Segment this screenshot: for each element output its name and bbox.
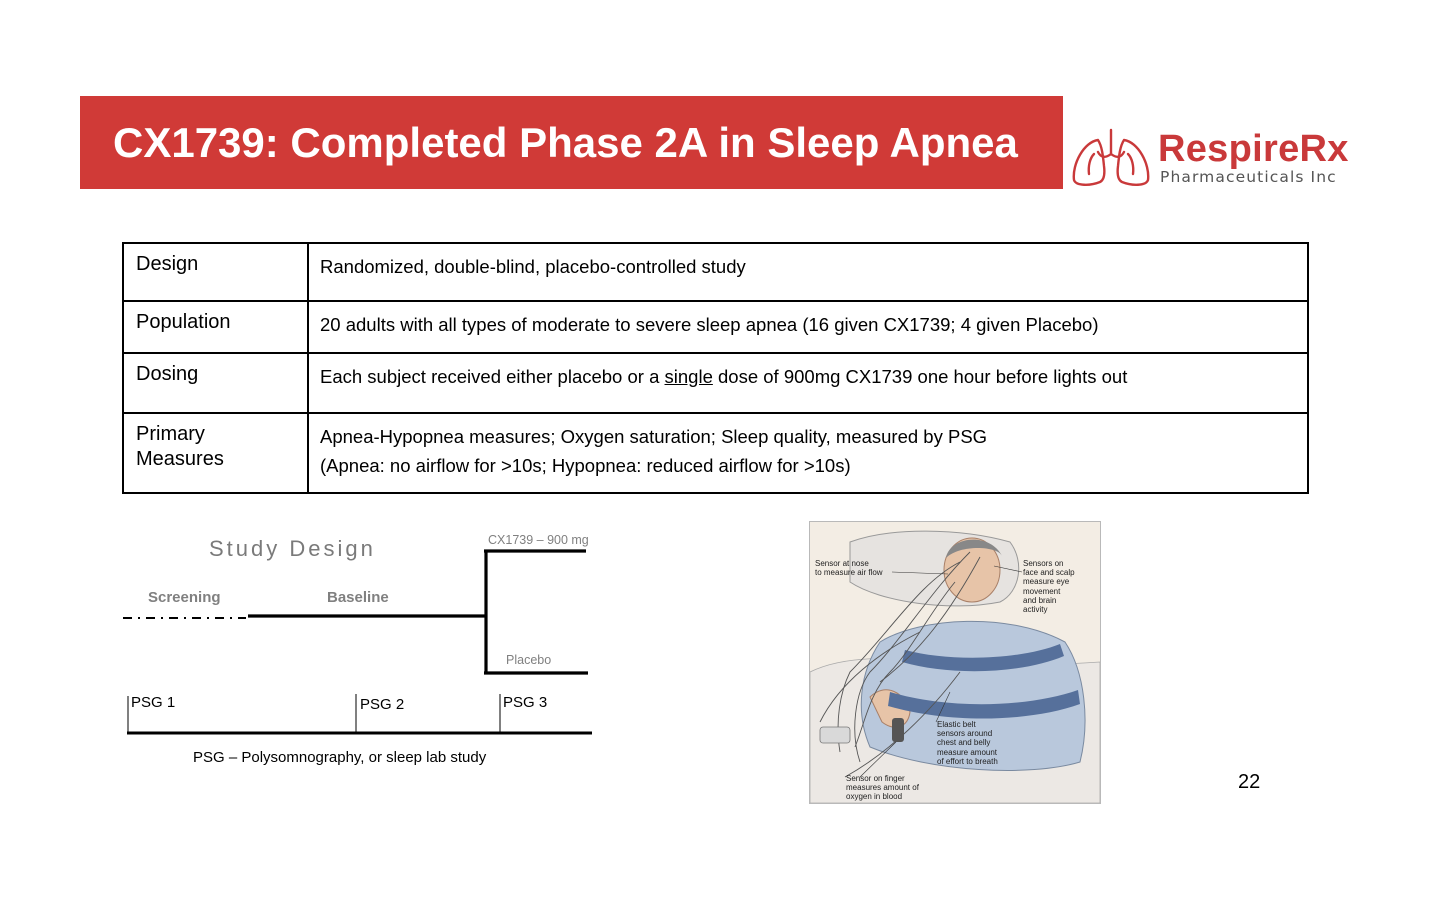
belt-sensor-label-line: measure amount: [937, 747, 998, 757]
row-value-design: Randomized, double-blind, placebo-controlled study: [308, 243, 1308, 301]
primary-measures-line-2: (Apnea: no airflow for >10s; Hypopnea: reduced airflow for >10s): [320, 455, 851, 476]
table-row-design: [123, 243, 1308, 301]
page-number: 22: [1238, 771, 1261, 793]
arm-drug-label: CX1739 – 900 mg: [488, 533, 589, 547]
finger-sensor-label: [846, 774, 919, 802]
row-value-primary-measures: [308, 413, 1308, 493]
face-sensor-label: [1023, 559, 1075, 614]
psg-footnote: PSG – Polysomnography, or sleep lab study: [193, 749, 487, 766]
face-sensor-label-line: measure eye: [1023, 577, 1070, 587]
psg-1-label: PSG 1: [131, 694, 176, 711]
company-logo: [1068, 126, 1368, 190]
nose-sensor-label-line: Sensor at nose: [815, 559, 869, 568]
belt-sensor-label-line: chest and belly: [937, 738, 991, 748]
belt-sensor-label: [937, 720, 998, 766]
face-sensor-label-line: movement: [1023, 586, 1061, 596]
row-value-dosing: [308, 353, 1308, 413]
table-row-primary-measures: [123, 413, 1308, 493]
dosing-text-before: Each subject received either placebo or a: [320, 366, 665, 387]
nose-sensor-label-line: to measure air flow: [815, 568, 883, 578]
face-sensor-label-line: face and scalp: [1023, 568, 1075, 578]
lungs-icon: [1068, 128, 1154, 186]
dosing-text-underlined: single: [664, 366, 713, 387]
screening-label: Screening: [148, 589, 221, 606]
belt-sensor-label-line: sensors around: [937, 729, 993, 739]
table-row-dosing: [123, 353, 1308, 413]
study-design-title: Study Design: [209, 536, 376, 561]
dosing-text-after: dose of 900mg CX1739 one hour before lights out: [712, 366, 1128, 387]
sleep-study-illustration: [809, 521, 1101, 804]
psg-3-label: PSG 3: [503, 694, 548, 711]
slide-title: CX1739: Completed Phase 2A in Sleep Apnea: [113, 119, 1018, 166]
study-summary-table: [122, 242, 1309, 494]
title-bar: [80, 96, 1063, 189]
primary-measures-line-1: Apnea-Hypopnea measures; Oxygen saturation; Sleep quality, measured by PSG: [320, 426, 988, 447]
arm-placebo-label: Placebo: [506, 653, 552, 667]
logo-subtitle: Pharmaceuticals Inc: [1160, 168, 1337, 186]
belt-sensor-label-line: Elastic belt: [937, 720, 976, 729]
row-label-primary-measures: Primary Measures: [123, 413, 308, 493]
table-row-population: [123, 301, 1308, 353]
row-label-population: Population: [123, 301, 308, 353]
belt-sensor-label-line: of effort to breath: [937, 756, 998, 766]
baseline-label: Baseline: [327, 589, 389, 606]
row-label-design: Design: [123, 243, 308, 301]
psg-2-label: PSG 2: [360, 696, 405, 713]
row-value-population: 20 adults with all types of moderate to severe sleep apnea (16 given CX1739; 4 given Placebo): [308, 301, 1308, 353]
face-sensor-label-line: Sensors on: [1023, 559, 1064, 568]
face-sensor-label-line: and brain: [1023, 595, 1057, 605]
row-label-dosing: Dosing: [123, 353, 308, 413]
logo-name: RespireRx: [1158, 128, 1349, 170]
nose-sensor-label: [815, 559, 883, 577]
finger-sensor-label-line: measures amount of: [846, 783, 919, 793]
finger-sensor-label-line: Sensor on finger: [846, 774, 905, 783]
face-sensor-label-line: activity: [1023, 605, 1048, 615]
finger-sensor-label-line: oxygen in blood: [846, 792, 903, 802]
